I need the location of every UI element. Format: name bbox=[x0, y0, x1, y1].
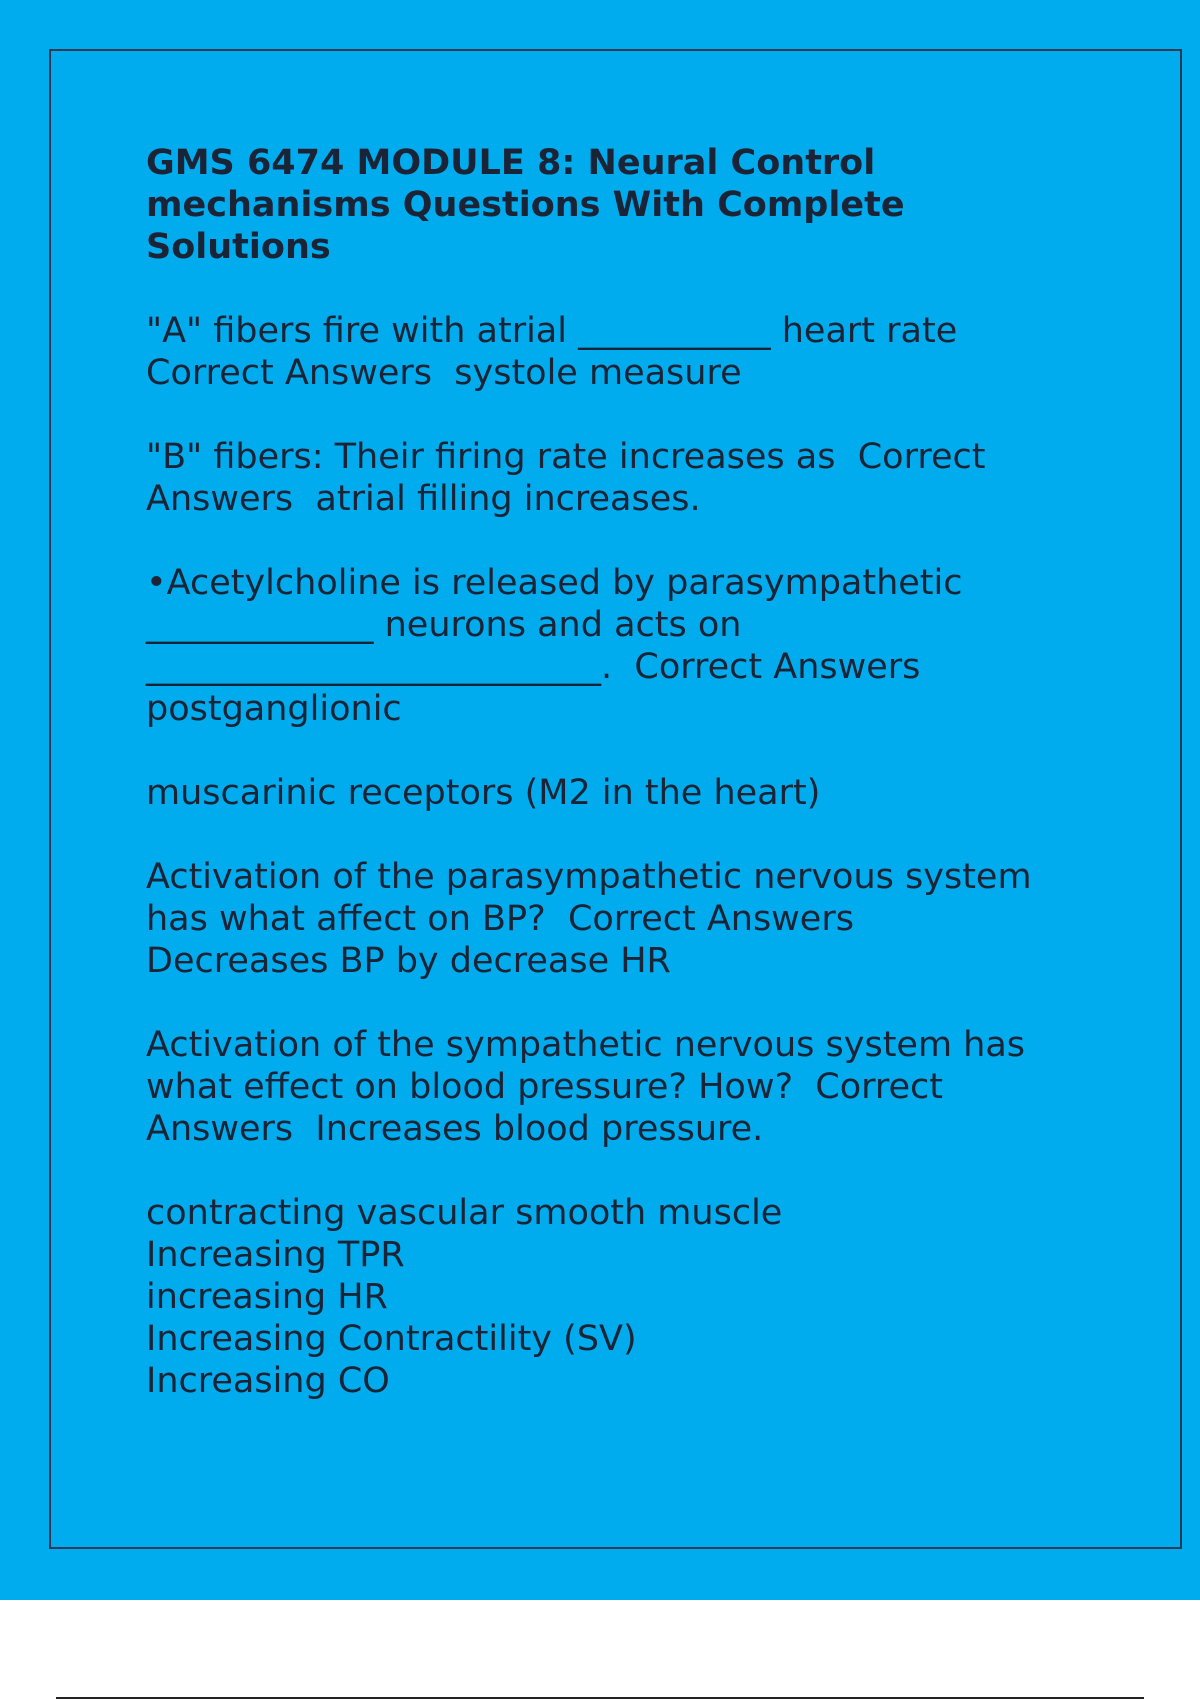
text-line: what effect on blood pressure? How? Correct bbox=[146, 1067, 944, 1107]
text-line: Answers Increases blood pressure. bbox=[146, 1109, 764, 1149]
text-line: Correct Answers systole measure bbox=[146, 353, 742, 393]
text-line: Activation of the parasympathetic nervous system bbox=[146, 857, 1032, 897]
footer-divider bbox=[56, 1697, 1144, 1699]
text-line: increasing HR bbox=[146, 1277, 388, 1317]
text-line: •Acetylcholine is released by parasympathetic bbox=[146, 563, 963, 603]
text-line: has what affect on BP? Correct Answers bbox=[146, 899, 854, 939]
qa-parasympathetic-bp bbox=[146, 856, 1086, 982]
text-line: contracting vascular smooth muscle bbox=[146, 1193, 783, 1233]
answer-muscarinic bbox=[146, 772, 1086, 814]
text-line: postganglionic bbox=[146, 689, 402, 729]
text-line: __________________________. Correct Answers bbox=[146, 647, 921, 687]
text-line: Increasing TPR bbox=[146, 1235, 405, 1275]
text-line: "B" fibers: Their firing rate increases as Correct bbox=[146, 437, 986, 477]
text-line: Answers atrial filling increases. bbox=[146, 479, 701, 519]
text-line: "A" fibers fire with atrial ___________ heart rate bbox=[146, 311, 958, 351]
answer-sympathetic-list bbox=[146, 1192, 1086, 1402]
title-line: GMS 6474 MODULE 8: Neural Control bbox=[146, 143, 876, 183]
text-line: Decreases BP by decrease HR bbox=[146, 941, 671, 981]
document-title bbox=[146, 142, 1086, 268]
text-line: Activation of the sympathetic nervous system has bbox=[146, 1025, 1026, 1065]
text-line: Increasing CO bbox=[146, 1361, 390, 1401]
text-line: muscarinic receptors (M2 in the heart) bbox=[146, 773, 821, 813]
document-content bbox=[146, 142, 1086, 1444]
title-line: Solutions bbox=[146, 227, 331, 267]
title-line: mechanisms Questions With Complete bbox=[146, 185, 905, 225]
text-line: Increasing Contractility (SV) bbox=[146, 1319, 637, 1359]
qa-b-fibers bbox=[146, 436, 1086, 520]
qa-sympathetic-bp bbox=[146, 1024, 1086, 1150]
text-line: _____________ neurons and acts on bbox=[146, 605, 742, 645]
qa-acetylcholine bbox=[146, 562, 1086, 730]
qa-a-fibers bbox=[146, 310, 1086, 394]
